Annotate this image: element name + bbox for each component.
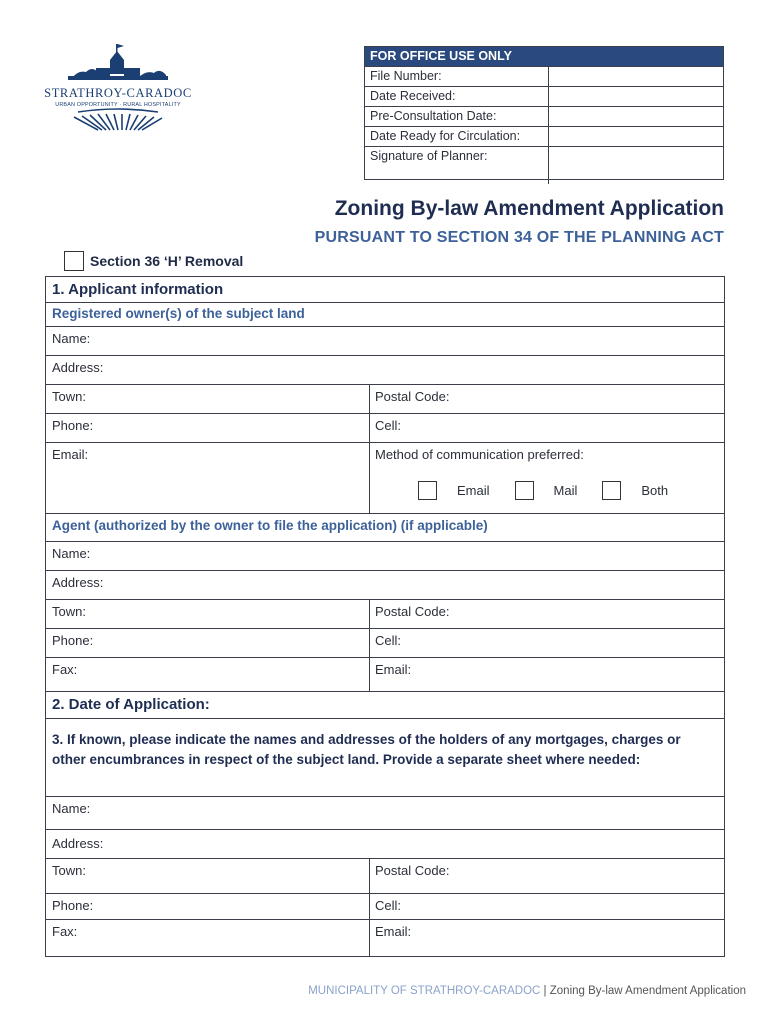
- section-1-header: [46, 277, 724, 303]
- agent-phone-row[interactable]: [46, 629, 724, 658]
- owner-heading: Registered owner(s) of the subject land: [52, 306, 305, 321]
- communication-method-options: [418, 481, 668, 500]
- file-number-label: File Number:: [365, 67, 549, 86]
- owner-town-label: Town:: [52, 389, 86, 404]
- logo-wordmark: STRATHROY-CARADOC: [44, 86, 192, 100]
- holder-town-row[interactable]: [46, 859, 724, 894]
- owner-name-row[interactable]: [46, 327, 724, 356]
- agent-town-row[interactable]: [46, 600, 724, 629]
- agent-fax-label: Fax:: [52, 662, 78, 677]
- agent-email-label: Email:: [375, 662, 412, 677]
- email-checkbox[interactable]: [418, 481, 437, 500]
- page-subtitle: PURSUANT TO SECTION 34 OF THE PLANNING ACT: [314, 229, 724, 246]
- agent-address-row[interactable]: [46, 571, 724, 600]
- section-1-heading: 1. Applicant information: [52, 281, 224, 298]
- section-3-header: [46, 719, 724, 797]
- owner-cell-label: Cell:: [375, 418, 402, 433]
- section-2-heading: 2. Date of Application:: [52, 696, 210, 713]
- holder-name-row[interactable]: [46, 797, 724, 830]
- holder-phone-label: Phone:: [52, 898, 94, 913]
- agent-phone-label: Phone:: [52, 633, 94, 648]
- pre-consultation-date-field[interactable]: [549, 107, 723, 126]
- owner-address-row[interactable]: [46, 356, 724, 385]
- owner-phone-row[interactable]: [46, 414, 724, 443]
- holder-email-label: Email:: [375, 924, 412, 939]
- mail-checkbox[interactable]: [515, 481, 534, 500]
- section-36-checkbox[interactable]: [64, 251, 84, 271]
- holder-postal-label: Postal Code:: [375, 863, 450, 878]
- date-ready-circulation-field[interactable]: [549, 127, 723, 146]
- owner-subheader: [46, 303, 724, 327]
- file-number-field[interactable]: [549, 67, 723, 86]
- agent-subheader: [46, 514, 724, 542]
- owner-name-label: Name:: [52, 331, 91, 346]
- owner-town-row[interactable]: [46, 385, 724, 414]
- owner-address-label: Address:: [52, 360, 104, 375]
- date-received-label: Date Received:: [365, 87, 549, 106]
- page-title: Zoning By-law Amendment Application: [334, 197, 724, 220]
- holder-address-row[interactable]: [46, 830, 724, 859]
- page-footer: [0, 985, 746, 997]
- both-option-label: Both: [641, 483, 669, 498]
- section-36-label: Section 36 ‘H’ Removal: [90, 253, 244, 269]
- holder-town-label: Town:: [52, 863, 86, 878]
- footer-municipality: MUNICIPALITY OF STRATHROY-CARADOC: [308, 985, 541, 997]
- agent-heading: Agent (authorized by the owner to file the application) (if applicable): [52, 518, 488, 533]
- application-form: [45, 276, 725, 957]
- owner-email-row[interactable]: [46, 443, 724, 514]
- holder-name-label: Name:: [52, 801, 91, 816]
- agent-name-row[interactable]: [46, 542, 724, 571]
- section-3-question: 3. If known, please indicate the names and addresses of the holders of any mortgages, charges or other encumbrances in respect of the subject land. Provide a separate sheet where needed:: [52, 732, 681, 767]
- town-skyline-icon: [38, 42, 198, 88]
- office-use-header: FOR OFFICE USE ONLY: [365, 47, 723, 66]
- signature-of-planner-label: Signature of Planner:: [365, 147, 549, 184]
- agent-name-label: Name:: [52, 546, 91, 561]
- municipality-logo: [38, 42, 198, 134]
- mail-option-label: Mail: [553, 483, 578, 498]
- agent-postal-label: Postal Code:: [375, 604, 450, 619]
- holder-fax-row[interactable]: [46, 920, 724, 956]
- owner-postal-label: Postal Code:: [375, 389, 450, 404]
- communication-method-label: Method of communication preferred:: [375, 447, 584, 462]
- both-checkbox[interactable]: [602, 481, 621, 500]
- agent-address-label: Address:: [52, 575, 104, 590]
- footer-document-name: Zoning By-law Amendment Application: [549, 985, 746, 997]
- section-36-h-removal: [64, 251, 243, 271]
- date-ready-circulation-label: Date Ready for Circulation:: [365, 127, 549, 146]
- footer-separator: |: [540, 985, 550, 997]
- signature-of-planner-field[interactable]: [549, 147, 723, 184]
- agent-town-label: Town:: [52, 604, 86, 619]
- holder-address-label: Address:: [52, 836, 104, 851]
- email-option-label: Email: [457, 483, 490, 498]
- owner-email-label: Email:: [52, 447, 89, 462]
- pre-consultation-date-label: Pre-Consultation Date:: [365, 107, 549, 126]
- date-received-field[interactable]: [549, 87, 723, 106]
- owner-phone-label: Phone:: [52, 418, 94, 433]
- date-of-application-row[interactable]: [46, 692, 724, 719]
- agent-fax-row[interactable]: [46, 658, 724, 692]
- logo-tagline: URBAN OPPORTUNITY · RURAL HOSPITALITY: [55, 102, 181, 108]
- office-use-table: [364, 46, 724, 180]
- holder-fax-label: Fax:: [52, 924, 78, 939]
- holder-cell-label: Cell:: [375, 898, 402, 913]
- agent-cell-label: Cell:: [375, 633, 402, 648]
- holder-phone-row[interactable]: [46, 894, 724, 920]
- field-rows-icon: [38, 108, 198, 134]
